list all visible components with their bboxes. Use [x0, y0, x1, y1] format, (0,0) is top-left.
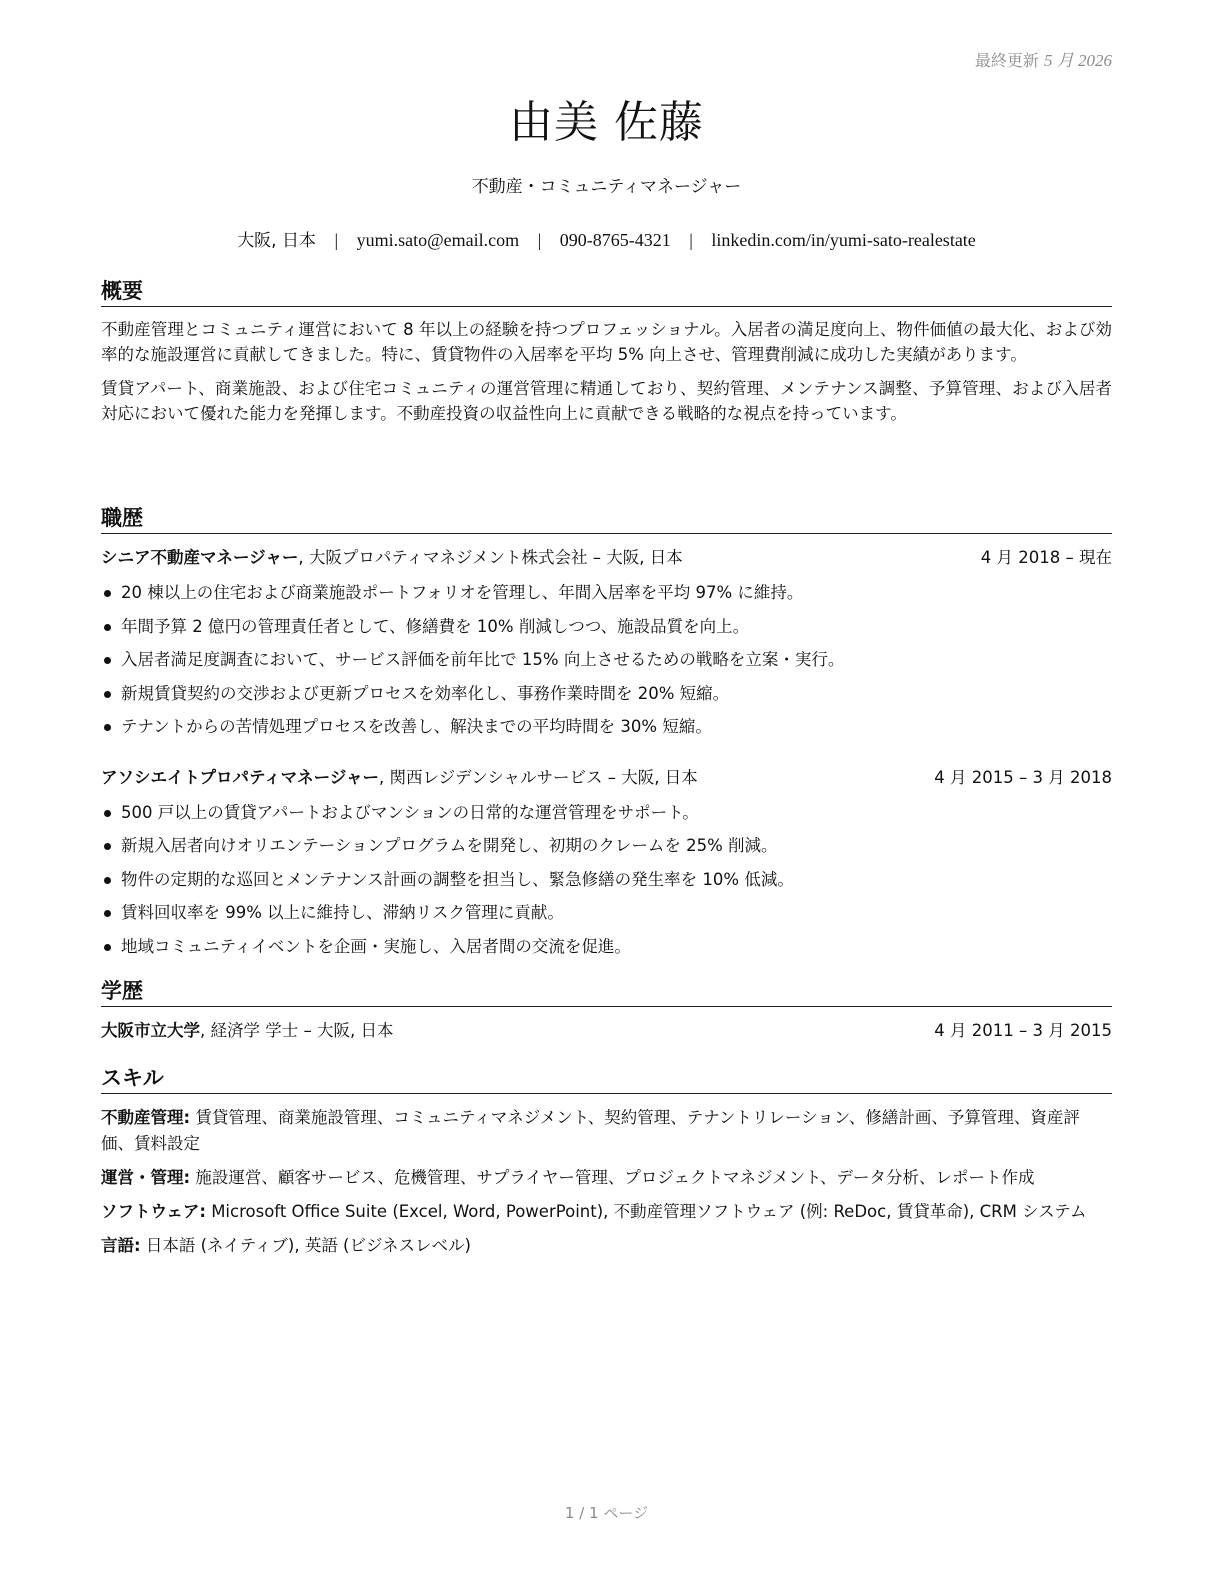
contact-phone[interactable]: 090-8765-4321	[559, 230, 671, 250]
last-updated-value: 5 月 2026	[1044, 51, 1112, 70]
list-item: テナントからの苦情処理プロセスを改善し、解決までの平均時間を 30% 短縮。	[101, 710, 1112, 744]
last-updated-label: 最終更新	[974, 51, 1039, 70]
education-section	[101, 978, 1112, 1043]
skill-line	[101, 1105, 1112, 1157]
list-item: 新規入居者向けオリエンテーションプログラムを開発し、初期のクレームを 25% 削減。	[101, 829, 1112, 863]
summary-paragraph: 不動産管理とコミュニティ運営において 8 年以上の経験を持つプロフェッショナル。入居者の満足度向上、物件価値の最大化、および効率的な施設運営に貢献してきました。特に、賃貸物件の入居率を平均 5% 向上させ、管理費削減に成功した実績があります。	[101, 320, 1112, 364]
school-name: 大阪市立大学	[101, 1021, 200, 1040]
last-updated	[975, 46, 1112, 71]
list-item: 500 戸以上の賃貸アパートおよびマンションの日常的な運営管理をサポート。	[101, 796, 1112, 830]
contact-line	[101, 226, 1112, 251]
candidate-name: 由美 佐藤	[509, 97, 704, 148]
contact-linkedin[interactable]: linkedin.com/in/yumi-sato-realestate	[711, 230, 976, 250]
contact-separator: |	[537, 230, 542, 250]
skill-line	[101, 1233, 1112, 1259]
skill-key: 運営・管理:	[101, 1168, 191, 1187]
section-title-summary: 概要	[101, 278, 1112, 307]
skills-section	[101, 1065, 1112, 1259]
job-title: シニア不動産マネージャー	[101, 548, 299, 567]
degree-detail: , 経済学 学士 – 大阪, 日本	[200, 1021, 394, 1040]
skill-value: Microsoft Office Suite (Excel, Word, PowerPoint), 不動産管理ソフトウェア (例: ReDoc, 賃貸革命), CRM システム	[205, 1202, 1087, 1221]
contact-separator: |	[689, 230, 693, 250]
experience-section	[101, 505, 1112, 963]
skill-value: 賃貸管理、商業施設管理、コミュニティマネジメント、契約管理、テナントリレーション、修繕計画、予算管理、資産評価、賃料設定	[101, 1108, 1080, 1153]
job-org: , 関西レジデンシャルサービス – 大阪, 日本	[379, 767, 698, 787]
page-number: 1 / 1 ページ	[564, 1504, 649, 1522]
skill-line	[101, 1165, 1112, 1191]
section-title-education: 学歴	[101, 978, 1112, 1007]
contact-separator: |	[334, 230, 339, 250]
section-title-experience: 職歴	[101, 505, 1112, 534]
candidate-role: 不動産・コミュニティマネージャー	[471, 177, 742, 197]
resume-page	[101, 0, 1112, 1584]
list-item: 年間予算 2 億円の管理責任者として、修繕費を 10% 削減しつつ、施設品質を向上。	[101, 610, 1112, 644]
job-header	[101, 546, 1112, 570]
list-item: 地域コミュニティイベントを企画・実施し、入居者間の交流を促進。	[101, 930, 1112, 964]
section-title-skills: スキル	[101, 1065, 1112, 1094]
skill-value: 施設運営、顧客サービス、危機管理、サプライヤー管理、プロジェクトマネジメント、データ分析、レポート作成	[190, 1168, 1035, 1187]
job-date: 4 月 2015 – 3 月 2018	[934, 767, 1112, 787]
list-item: 入居者満足度調査において、サービス評価を前年比で 15% 向上させるための戦略を立案・実行。	[101, 643, 1112, 677]
summary-section	[101, 278, 1112, 426]
skill-value: 日本語 (ネイティブ), 英語 (ビジネスレベル)	[140, 1236, 471, 1255]
job-header	[101, 766, 1112, 790]
job-bullets	[101, 796, 1112, 964]
job-title: アソシエイトプロパティマネージャー	[101, 767, 380, 787]
list-item: 物件の定期的な巡回とメンテナンス計画の調整を担当し、緊急修繕の発生率を 10% 低減。	[101, 863, 1112, 897]
skill-line	[101, 1199, 1112, 1225]
job-date: 4 月 2018 – 現在	[980, 548, 1112, 567]
contact-email[interactable]: yumi.sato@email.com	[356, 230, 520, 250]
skill-key: 言語:	[101, 1236, 141, 1255]
list-item: 賃料回収率を 99% 以上に維持し、滞納リスク管理に貢献。	[101, 896, 1112, 930]
list-item: 20 棟以上の住宅および商業施設ポートフォリオを管理し、年間入居率を平均 97% に維持。	[101, 576, 1112, 610]
contact-location: 大阪, 日本	[237, 231, 316, 251]
job-org: , 大阪プロパティマネジメント株式会社 – 大阪, 日本	[298, 548, 683, 567]
summary-paragraph: 賃貸アパート、商業施設、および住宅コミュニティの運営管理に精通しており、契約管理、メンテナンス調整、予算管理、および入居者対応において優れた能力を発揮します。不動産投資の収益性向上に貢献できる戦略的な視点を持っています。	[101, 379, 1112, 423]
education-entry	[101, 1019, 1112, 1043]
skill-key: ソフトウェア:	[101, 1202, 206, 1221]
list-item: 新規賃貸契約の交渉および更新プロセスを効率化し、事務作業時間を 20% 短縮。	[101, 677, 1112, 711]
education-date: 4 月 2011 – 3 月 2015	[934, 1021, 1112, 1040]
skill-key: 不動産管理:	[101, 1108, 191, 1127]
job-bullets	[101, 576, 1112, 744]
